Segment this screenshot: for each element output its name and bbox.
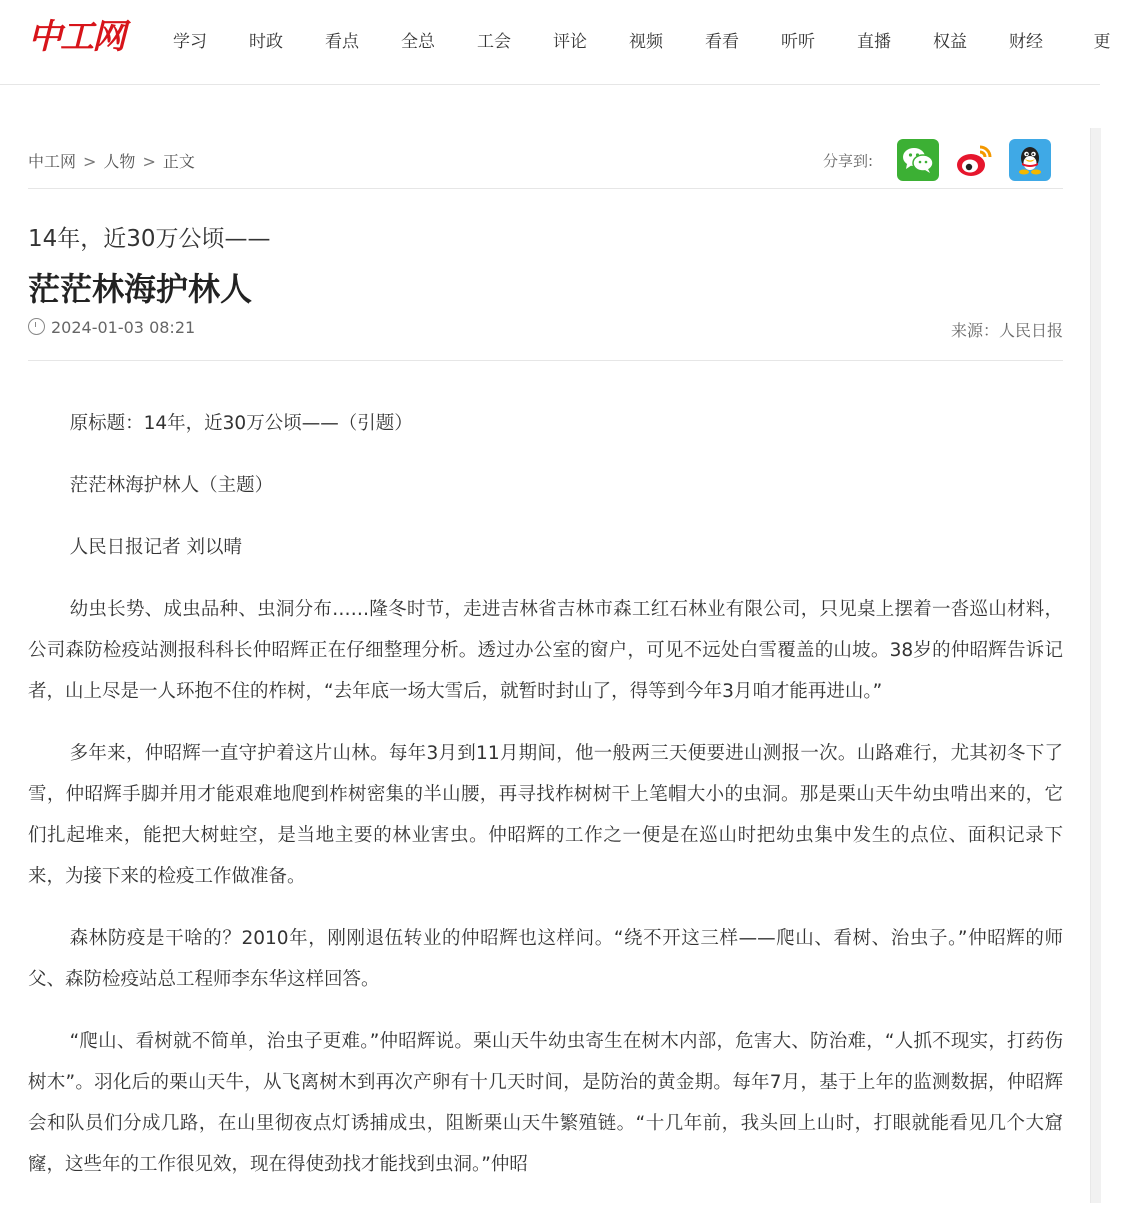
article-header: [28, 190, 1063, 361]
article-meta: [28, 318, 1063, 340]
main-nav: [152, 0, 1140, 78]
nav-item-shipin[interactable]: 视频: [629, 31, 663, 52]
article-paragraph: 人民日报记者 刘以晴: [69, 537, 243, 558]
nav-item-caijing[interactable]: 财经: [1009, 31, 1043, 52]
article-paragraph: 多年来，仲昭辉一直守护着这片山林。每年3月到11月期间，他一般两三天便要进山测报一次。山路难行，尤其初冬下了雪，仲昭辉手脚并用才能艰难地爬到柞树密集的半山腰，再寻找柞树树干上笔帽大小的虫洞。那是栗山天牛幼虫啃出来的，它们扎起堆来，能把大树蛀空，是当地主要的林业害虫。仲昭辉的工作之一便是在巡山时把幼虫集中发生的点位、面积记录下来，为接下来的检疫工作做准备。: [28, 743, 1063, 887]
article-paragraph: “爬山、看树就不简单，治虫子更难。”仲昭辉说。栗山天牛幼虫寄生在树木内部，危害大、防治难，“人抓不现实，打药伤树木”。羽化后的栗山天牛，从飞离树木到再次产卵有十几天时间，是防治的黄金期。每年7月，基于上年的监测数据，仲昭辉会和队员们分成几路，在山里彻夜点灯诱捕成虫，阻断栗山天牛繁殖链。“十几年前，我头回上山时，打眼就能看见几个大窟窿，这些年的工作很见效，现在得使劲找才能找到虫洞。”仲昭: [28, 1031, 1063, 1175]
article-paragraph: 原标题：14年，近30万公顷——（引题）: [69, 413, 413, 434]
breadcrumb-people[interactable]: 人物: [103, 152, 136, 171]
breadcrumb-bar: [28, 132, 1063, 189]
article-pretitle: 14年，近30万公顷——: [28, 226, 271, 252]
page-scrollbar[interactable]: [1090, 128, 1101, 1203]
nav-item-tingting[interactable]: 听听: [781, 31, 815, 52]
weibo-icon[interactable]: [953, 139, 995, 181]
nav-item-zhibo[interactable]: 直播: [857, 31, 891, 52]
nav-item-pinglun[interactable]: 评论: [553, 31, 587, 52]
breadcrumb-current: 正文: [162, 152, 195, 171]
top-navigation-bar: [0, 0, 1111, 85]
nav-item-xuexi[interactable]: 学习: [173, 31, 207, 52]
wechat-icon[interactable]: [897, 139, 939, 181]
clock-icon: [28, 318, 45, 335]
nav-item-shizheng[interactable]: 时政: [249, 31, 283, 52]
article-datetime: 2024-01-03 08:21: [51, 318, 196, 337]
nav-item-more[interactable]: 更: [1093, 31, 1111, 52]
share-bar: [823, 139, 1051, 181]
article-paragraph: 森林防疫是干啥的？2010年，刚刚退伍转业的仲昭辉也这样问。“绕不开这三样——爬山、看树、治虫子。”仲昭辉的师父、森防检疫站总工程师李东华这样回答。: [28, 928, 1063, 990]
article-title: 茫茫林海护林人: [28, 270, 253, 308]
breadcrumb-separator: >: [83, 152, 97, 171]
nav-item-quanzong[interactable]: 全总: [401, 31, 435, 52]
nav-item-gonghui[interactable]: 工会: [477, 31, 511, 52]
nav-item-kandian[interactable]: 看点: [325, 31, 359, 52]
nav-item-quanyi[interactable]: 权益: [933, 31, 967, 52]
article-paragraph: 幼虫长势、成虫品种、虫洞分布……隆冬时节，走进吉林省吉林市森工红石林业有限公司，只见桌上摆着一沓巡山材料，公司森防检疫站测报科科长仲昭辉正在仔细整理分析。透过办公室的窗户，可见不远处白雪覆盖的山坡。38岁的仲昭辉告诉记者，山上尽是一人环抱不住的柞树，“去年底一场大雪后，就暂时封山了，得等到今年3月咱才能再进山。”: [28, 599, 1063, 702]
share-label: 分享到:: [822, 151, 873, 170]
qq-icon[interactable]: [1009, 139, 1051, 181]
site-logo[interactable]: 中工网: [28, 17, 124, 57]
nav-item-kankan[interactable]: 看看: [705, 31, 739, 52]
article-source: 来源：人民日报: [950, 321, 1063, 340]
article-paragraph: 茫茫林海护林人（主题）: [69, 475, 274, 496]
article-body: [28, 403, 1063, 1206]
breadcrumb: [28, 149, 195, 172]
breadcrumb-separator: >: [142, 152, 156, 171]
breadcrumb-home[interactable]: 中工网: [28, 152, 77, 171]
